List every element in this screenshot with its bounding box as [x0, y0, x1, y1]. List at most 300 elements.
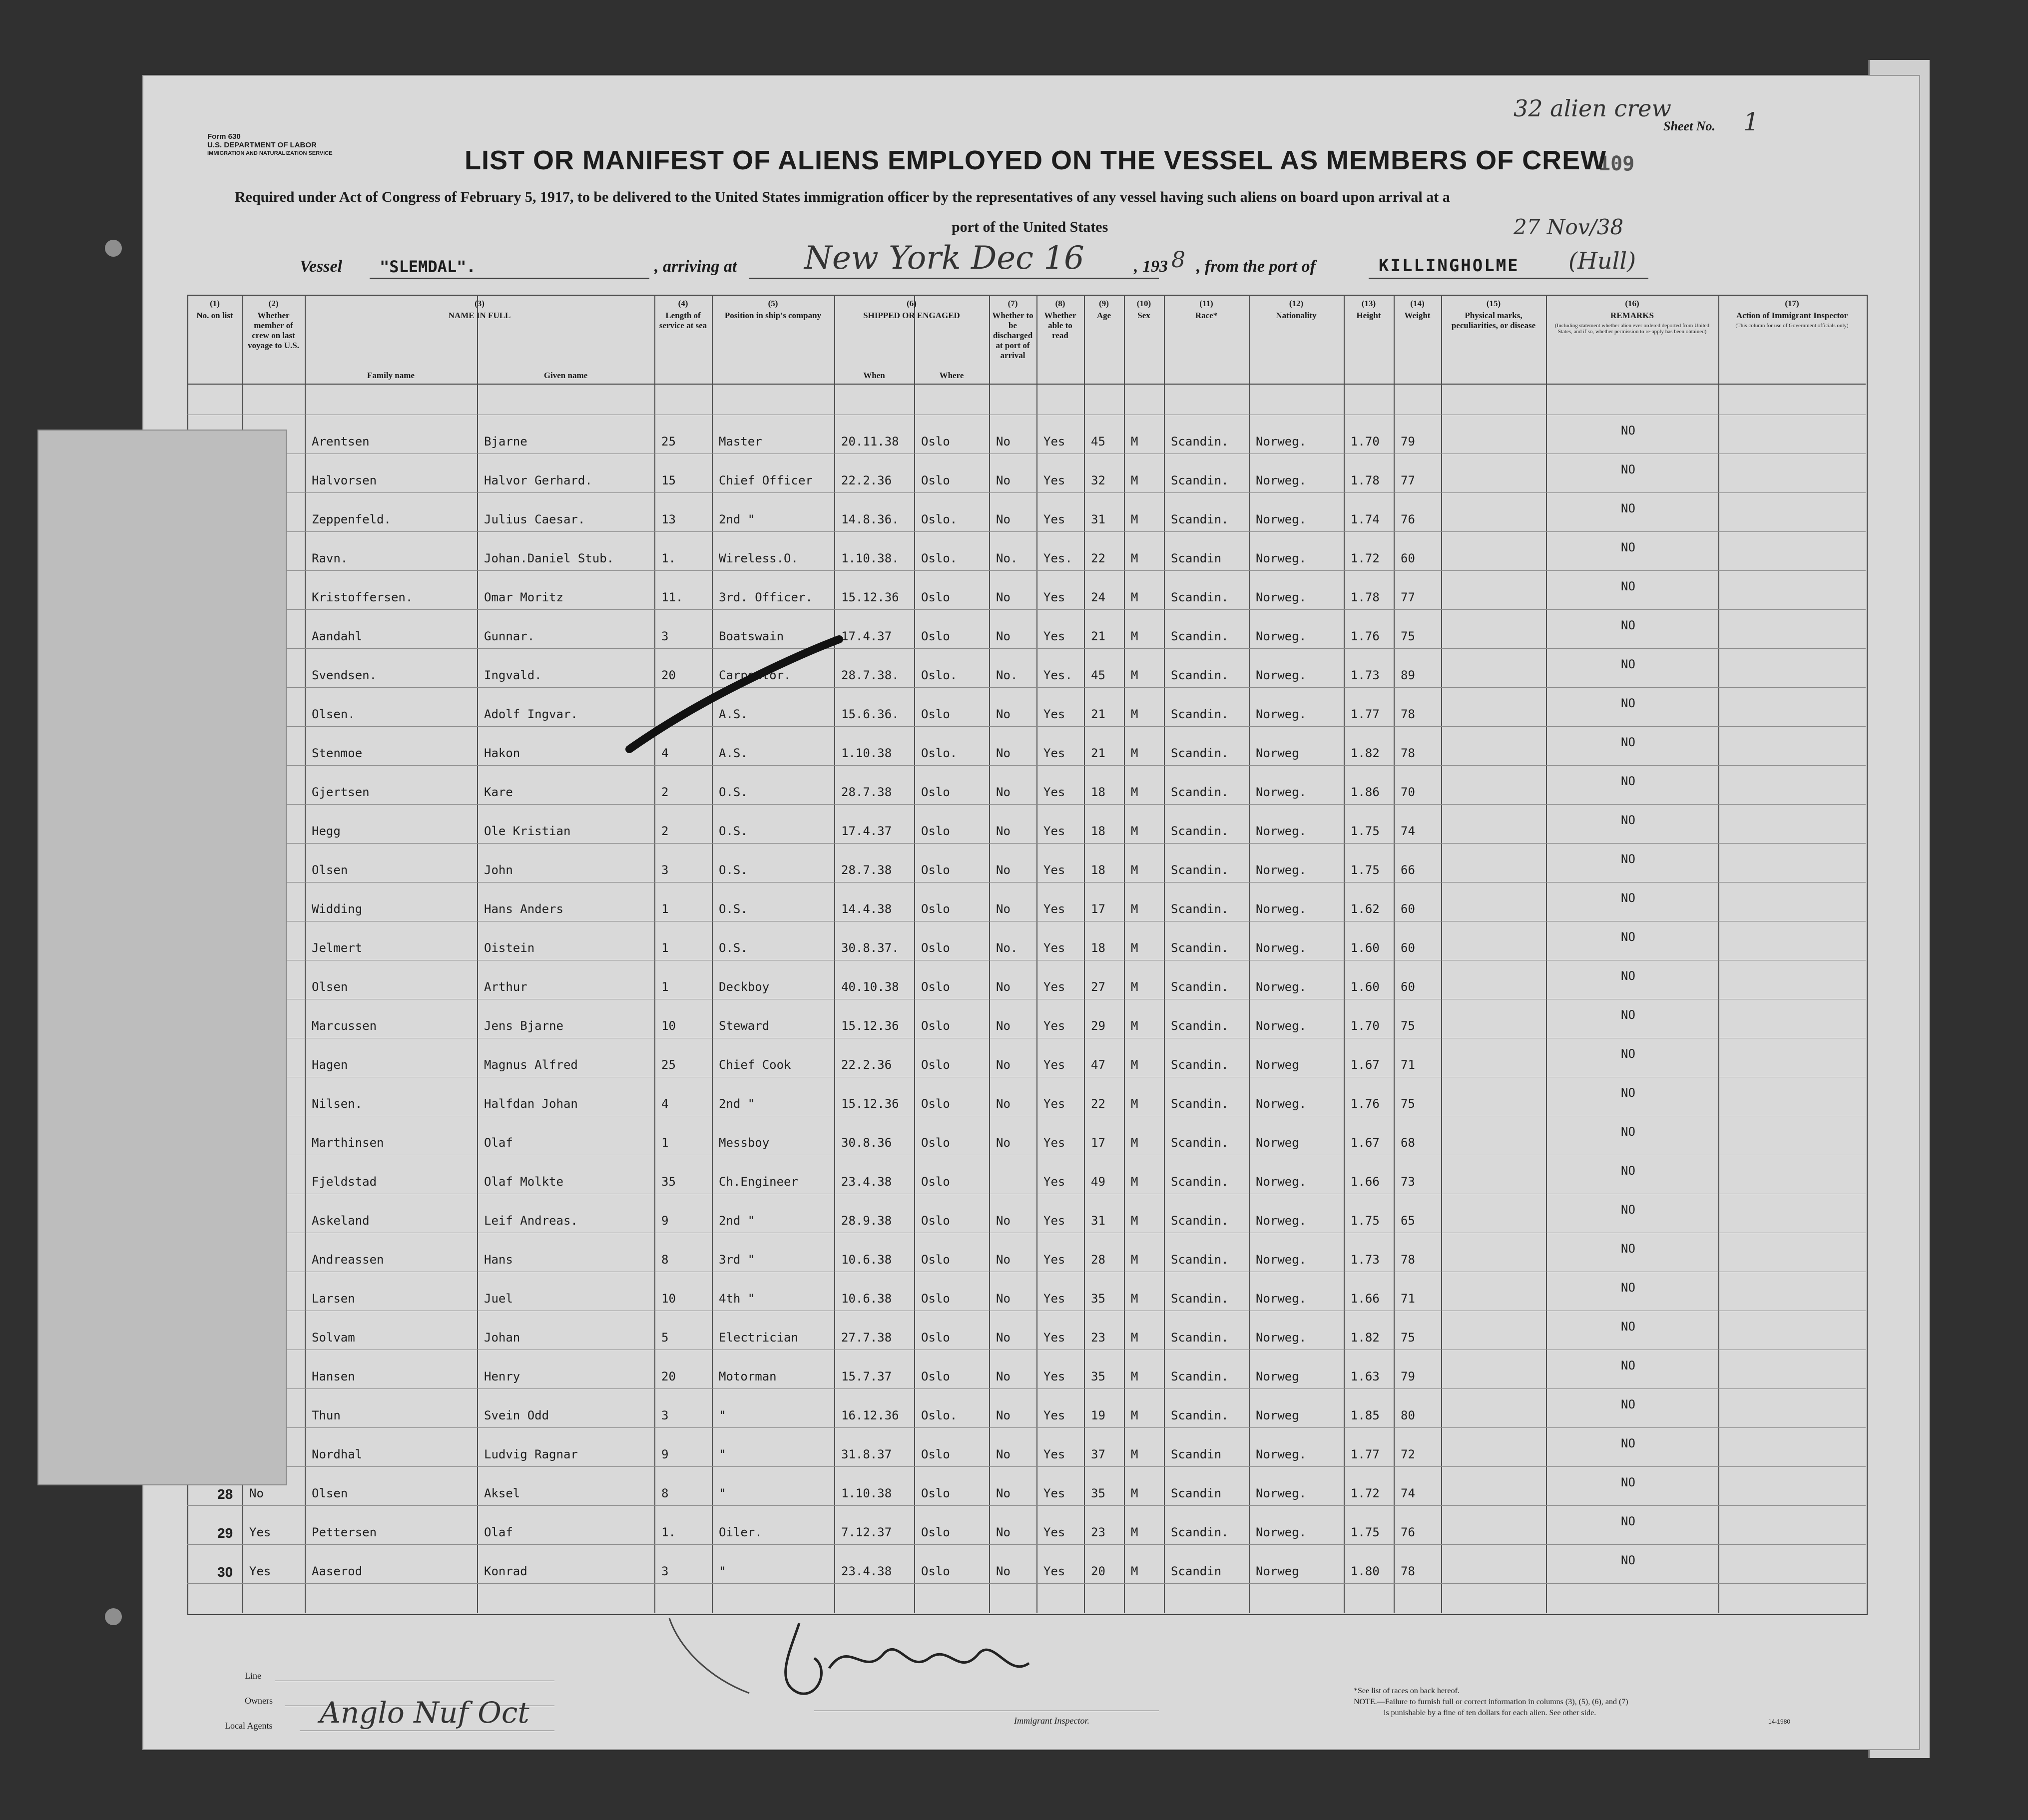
cell-service: 20	[661, 668, 676, 682]
column-header	[654, 299, 712, 333]
column-number: (6)	[907, 299, 917, 308]
cell-weight: 75	[1401, 629, 1415, 643]
cell-position: "	[719, 1408, 726, 1422]
cell-sex: M	[1131, 629, 1138, 643]
cell-height: 1.77	[1351, 707, 1380, 721]
cell-where: Oslo.	[921, 746, 958, 760]
form-header	[207, 132, 333, 158]
cell-height: 1.78	[1351, 473, 1380, 487]
cell-service: 9	[661, 1447, 669, 1461]
cell-given: Leif Andreas.	[484, 1214, 578, 1228]
cell-age: 49	[1091, 1175, 1105, 1189]
cell-when: 28.9.38	[841, 1214, 892, 1228]
ink-stroke	[619, 629, 849, 759]
cell-race: Scandin.	[1171, 980, 1229, 994]
row-rule	[187, 1427, 1866, 1428]
cell-when: 23.4.38	[841, 1175, 892, 1189]
page-stamp: 109	[1598, 152, 1635, 175]
column-label: Action of Immigrant Inspector	[1736, 311, 1848, 320]
cell-read: Yes	[1043, 1058, 1065, 1072]
cell-height: 1.82	[1351, 746, 1380, 760]
cell-discharged: No.	[996, 668, 1018, 682]
arriving-underline	[749, 278, 1159, 279]
cell-nationality: Norweg	[1256, 746, 1299, 760]
cell-when: 28.7.38	[841, 863, 892, 877]
cell-sex: M	[1131, 512, 1138, 526]
cell-remarks: NO	[1621, 1397, 1635, 1411]
cell-weight: 71	[1401, 1292, 1415, 1306]
cell-family: Aaserod	[312, 1564, 363, 1578]
cell-race: Scandin.	[1171, 1058, 1229, 1072]
cell-remarks: NO	[1621, 618, 1635, 632]
cell-weight: 60	[1401, 551, 1415, 565]
cell-service: 4	[661, 746, 669, 760]
cell-discharged: No	[996, 1253, 1011, 1267]
column-subheader: Given name	[543, 371, 588, 380]
cell-given: Juel	[484, 1292, 513, 1306]
subtitle-line-2: port of the United States	[952, 219, 1108, 235]
cell-discharged: No	[996, 902, 1011, 916]
cell-race: Scandin.	[1171, 941, 1229, 955]
cell-nationality: Norweg.	[1256, 902, 1307, 916]
cell-nationality: Norweg.	[1256, 590, 1307, 604]
cell-nationality: Norweg.	[1256, 668, 1307, 682]
cell-remarks: NO	[1621, 891, 1635, 905]
cell-where: Oslo.	[921, 668, 958, 682]
cell-position: O.S.	[719, 941, 748, 955]
cell-sex: M	[1131, 863, 1138, 877]
cell-race: Scandin	[1171, 1447, 1222, 1461]
column-label: Age	[1096, 311, 1111, 320]
cell-given: Olaf	[484, 1525, 513, 1539]
cell-height: 1.60	[1351, 941, 1380, 955]
cell-weight: 68	[1401, 1136, 1415, 1150]
column-number: (2)	[268, 299, 279, 308]
cell-remarks: NO	[1621, 579, 1635, 593]
cell-position: Electrician	[719, 1331, 798, 1345]
cell-race: Scandin.	[1171, 1019, 1229, 1033]
cell-sex: M	[1131, 1175, 1138, 1189]
cell-race: Scandin.	[1171, 707, 1229, 721]
column-label: Height	[1356, 311, 1381, 320]
column-header	[1394, 299, 1441, 323]
cell-height: 1.67	[1351, 1136, 1380, 1150]
cell-remarks: NO	[1621, 1553, 1635, 1567]
cell-race: Scandin.	[1171, 902, 1229, 916]
cell-given: Aksel	[484, 1486, 520, 1500]
cell-discharged: No	[996, 1214, 1011, 1228]
column-header	[1164, 299, 1249, 323]
row-rule	[187, 1583, 1866, 1584]
cell-read: Yes	[1043, 1019, 1065, 1033]
cell-weight: 78	[1401, 707, 1415, 721]
cell-given: Kare	[484, 785, 513, 799]
cell-remarks: NO	[1621, 813, 1635, 827]
cell-nationality: Norweg	[1256, 1564, 1299, 1578]
cell-when: 16.12.36	[841, 1408, 899, 1422]
cell-when: 40.10.38	[841, 980, 899, 994]
cell-age: 17	[1091, 902, 1105, 916]
cell-sex: M	[1131, 1292, 1138, 1306]
print-code: 14-1980	[1768, 1718, 1791, 1725]
cell-given: Halfdan Johan	[484, 1097, 578, 1111]
cell-height: 1.85	[1351, 1408, 1380, 1422]
cell-height: 1.77	[1351, 1447, 1380, 1461]
cell-family: Hagen	[312, 1058, 348, 1072]
cell-race: Scandin	[1171, 551, 1222, 565]
cell-position: A.S.	[719, 707, 748, 721]
column-label: REMARKS	[1610, 311, 1654, 320]
cell-remarks: NO	[1621, 1359, 1635, 1372]
cell-given: Ludvig Ragnar	[484, 1447, 578, 1461]
cell-discharged: No	[996, 863, 1011, 877]
page-title: LIST OR MANIFEST OF ALIENS EMPLOYED ON THE VESSEL AS MEMBERS OF CREW	[465, 145, 1607, 175]
cell-position: O.S.	[719, 785, 748, 799]
cell-race: Scandin.	[1171, 629, 1229, 643]
cell-race: Scandin.	[1171, 1525, 1229, 1539]
cell-when: 10.6.38	[841, 1292, 892, 1306]
cell-sex: M	[1131, 1408, 1138, 1422]
cell-sex: M	[1131, 824, 1138, 838]
cell-discharged: No	[996, 435, 1011, 449]
row-rule	[187, 648, 1866, 649]
cell-age: 22	[1091, 551, 1105, 565]
cell-age: 23	[1091, 1525, 1105, 1539]
cell-position: 3rd "	[719, 1253, 755, 1267]
cell-sex: M	[1131, 902, 1138, 916]
cell-height: 1.80	[1351, 1564, 1380, 1578]
cell-height: 1.76	[1351, 629, 1380, 643]
row-rule	[187, 804, 1866, 805]
cell-read: Yes.	[1043, 551, 1072, 565]
cell-discharged: No	[996, 629, 1011, 643]
cell-race: Scandin.	[1171, 1253, 1229, 1267]
cell-family: Widding	[312, 902, 363, 916]
cell-family: Nilsen.	[312, 1097, 363, 1111]
cell-given: Oistein	[484, 941, 535, 955]
cell-family: Kristoffersen.	[312, 590, 413, 604]
cell-service: 3	[661, 1564, 669, 1578]
cell-discharged: No	[996, 1058, 1011, 1072]
cell-discharged: No	[996, 746, 1011, 760]
cell-race: Scandin.	[1171, 863, 1229, 877]
cell-family: Andreassen	[312, 1253, 384, 1267]
cell-position: Deckboy	[719, 980, 770, 994]
cell-weight: 78	[1401, 1253, 1415, 1267]
cell-position: A.S.	[719, 746, 748, 760]
cell-where: Oslo	[921, 863, 950, 877]
cell-discharged: No	[996, 590, 1011, 604]
cell-given: Bjarne	[484, 435, 527, 449]
cell-remarks: NO	[1621, 930, 1635, 944]
cell-discharged: No	[996, 1369, 1011, 1383]
year-label: , 193	[1134, 257, 1168, 276]
cell-read: Yes	[1043, 746, 1065, 760]
cell-read: Yes	[1043, 863, 1065, 877]
cell-age: 21	[1091, 707, 1105, 721]
cell-nationality: Norweg.	[1256, 785, 1307, 799]
cell-sex: M	[1131, 1019, 1138, 1033]
column-header	[1084, 299, 1124, 323]
column-number: (3)	[475, 299, 485, 308]
cell-discharged: No	[996, 980, 1011, 994]
cell-race: Scandin.	[1171, 824, 1229, 838]
cell-family: Gjertsen	[312, 785, 370, 799]
cell-height: 1.67	[1351, 1058, 1380, 1072]
cell-where: Oslo	[921, 435, 950, 449]
inspector-label: Immigrant Inspector.	[1014, 1716, 1089, 1726]
vessel-label: Vessel	[300, 257, 342, 276]
cell-read: Yes.	[1043, 668, 1072, 682]
cell-height: 1.82	[1351, 1331, 1380, 1345]
cell-position: "	[719, 1486, 726, 1500]
subtitle-line-1: Required under Act of Congress of February 5, 1917, to be delivered to the United States immigration officer by the representatives of any vessel having such aliens on board upon arrival at a	[235, 189, 1450, 205]
cell-weight: 73	[1401, 1175, 1415, 1189]
cell-read: Yes	[1043, 590, 1065, 604]
cell-when: 28.7.38.	[841, 668, 899, 682]
cell-position: Messboy	[719, 1136, 770, 1150]
cell-when: 27.7.38	[841, 1331, 892, 1345]
cell-read: Yes	[1043, 1486, 1065, 1500]
arriving-label: , arriving at	[654, 257, 737, 276]
row-rule	[187, 843, 1866, 844]
column-subheader: Where	[939, 371, 964, 380]
cell-given: Ole Kristian	[484, 824, 571, 838]
column-number: (9)	[1099, 299, 1109, 308]
row-rule	[187, 765, 1866, 766]
cell-family: Zeppenfeld.	[312, 512, 391, 526]
cell-when: 15.7.37	[841, 1369, 892, 1383]
cell-family: Stenmoe	[312, 746, 363, 760]
cell-read: Yes	[1043, 1331, 1065, 1345]
cell-height: 1.75	[1351, 824, 1380, 838]
column-subheader: Family name	[367, 371, 415, 380]
cell-position: 2nd "	[719, 512, 755, 526]
cell-position: Master	[719, 435, 762, 449]
cell-discharged: No	[996, 1097, 1011, 1111]
cell-where: Oslo	[921, 473, 950, 487]
cell-race: Scandin.	[1171, 1369, 1229, 1383]
cell-where: Oslo	[921, 1058, 950, 1072]
cell-when: 14.8.36.	[841, 512, 899, 526]
cell-when: 31.8.37	[841, 1447, 892, 1461]
cell-position: Ch.Engineer	[719, 1175, 798, 1189]
cell-when: 30.8.36	[841, 1136, 892, 1150]
cell-position: Boatswain	[719, 629, 784, 643]
cell-age: 19	[1091, 1408, 1105, 1422]
cell-read: Yes	[1043, 941, 1065, 955]
column-label: Position in ship's company	[724, 311, 822, 320]
cell-age: 31	[1091, 1214, 1105, 1228]
cell-given: Hans Anders	[484, 902, 563, 916]
column-label: Weight	[1404, 311, 1431, 320]
vessel-underline	[370, 278, 649, 279]
cell-family: Pettersen	[312, 1525, 377, 1539]
cell-given: Omar Moritz	[484, 590, 563, 604]
service-name: IMMIGRATION AND NATURALIZATION SERVICE	[207, 150, 333, 156]
cell-family: Arentsen	[312, 435, 370, 449]
cell-race: Scandin.	[1171, 1175, 1229, 1189]
cell-nationality: Norweg.	[1256, 1331, 1307, 1345]
binder-hole	[105, 240, 122, 257]
cell-remarks: NO	[1621, 1281, 1635, 1295]
cell-discharged: No	[996, 1136, 1011, 1150]
cell-race: Scandin.	[1171, 1331, 1229, 1345]
cell-remarks: NO	[1621, 1320, 1635, 1334]
cell-given: Henry	[484, 1369, 520, 1383]
sheet-number: 1	[1743, 107, 1759, 136]
cell-family: Aandahl	[312, 629, 363, 643]
cell-family: Thun	[312, 1408, 341, 1422]
cell-position: Chief Officer	[719, 473, 813, 487]
cell-sex: M	[1131, 473, 1138, 487]
column-note: (This column for use of Government officials only)	[1735, 323, 1849, 329]
cell-weight: 74	[1401, 1486, 1415, 1500]
cell-height: 1.75	[1351, 1525, 1380, 1539]
cell-age: 28	[1091, 1253, 1105, 1267]
cell-read: Yes	[1043, 1292, 1065, 1306]
cell-nationality: Norweg	[1256, 1058, 1299, 1072]
cell-age: 17	[1091, 1136, 1105, 1150]
cell-read: Yes	[1043, 785, 1065, 799]
column-label: Sex	[1137, 311, 1150, 320]
cell-weight: 74	[1401, 824, 1415, 838]
cell-where: Oslo	[921, 707, 950, 721]
cell-given: Svein Odd	[484, 1408, 549, 1422]
cell-age: 37	[1091, 1447, 1105, 1461]
cell-when: 1.10.38	[841, 746, 892, 760]
cell-nationality: Norweg	[1256, 1408, 1299, 1422]
cell-remarks: NO	[1621, 424, 1635, 438]
cell-given: Adolf Ingvar.	[484, 707, 578, 721]
column-header	[1124, 299, 1164, 323]
cell-sex: M	[1131, 1369, 1138, 1383]
cell-position: "	[719, 1447, 726, 1461]
cell-where: Oslo	[921, 1136, 950, 1150]
cell-read: Yes	[1043, 629, 1065, 643]
cell-position: Steward	[719, 1019, 770, 1033]
cell-read: Yes	[1043, 1447, 1065, 1461]
column-label: Nationality	[1276, 311, 1317, 320]
cell-weight: 80	[1401, 1408, 1415, 1422]
cell-height: 1.78	[1351, 590, 1380, 604]
cell-read: Yes	[1043, 435, 1065, 449]
cell-family: Solvam	[312, 1331, 355, 1345]
cell-race: Scandin.	[1171, 1292, 1229, 1306]
cell-position: O.S.	[719, 824, 748, 838]
row-rule	[187, 687, 1866, 688]
cell-height: 1.63	[1351, 1369, 1380, 1383]
column-header	[1036, 299, 1084, 343]
column-number: (4)	[678, 299, 688, 308]
cell-nationality: Norweg.	[1256, 1486, 1307, 1500]
cell-nationality: Norweg.	[1256, 551, 1307, 565]
cell-when: 10.6.38	[841, 1253, 892, 1267]
cell-given: Arthur	[484, 980, 527, 994]
cell-read: Yes	[1043, 1214, 1065, 1228]
cell-read: Yes	[1043, 1097, 1065, 1111]
cell-age: 47	[1091, 1058, 1105, 1072]
row-rule	[187, 570, 1866, 571]
cell-sex: M	[1131, 435, 1138, 449]
cell-age: 35	[1091, 1369, 1105, 1383]
cell-where: Oslo	[921, 1369, 950, 1383]
cell-nationality: Norweg.	[1256, 1175, 1307, 1189]
cell-height: 1.72	[1351, 551, 1380, 565]
cell-age: 18	[1091, 863, 1105, 877]
cell-read: Yes	[1043, 1408, 1065, 1422]
cell-when: 1.10.38.	[841, 551, 899, 565]
cell-sex: M	[1131, 1525, 1138, 1539]
footnote-races: *See list of races on back hereof.	[1354, 1687, 1460, 1695]
cell-given: Konrad	[484, 1564, 527, 1578]
cell-sex: M	[1131, 1253, 1138, 1267]
binder-hole	[105, 1608, 122, 1625]
cell-read: Yes	[1043, 902, 1065, 916]
cell-where: Oslo	[921, 1097, 950, 1111]
cell-race: Scandin.	[1171, 590, 1229, 604]
cell-weight: 66	[1401, 863, 1415, 877]
column-header	[1718, 299, 1866, 329]
cell-discharged: No	[996, 1486, 1011, 1500]
cell-weight: 77	[1401, 590, 1415, 604]
cell-position: Carpentor.	[719, 668, 791, 682]
column-label: SHIPPED OR ENGAGED	[863, 311, 960, 320]
cell-service: 1	[661, 980, 669, 994]
cell-where: Oslo	[921, 1447, 950, 1461]
footnote-penalty-cont: is punishable by a fine of ten dollars for each alien. See other side.	[1384, 1709, 1596, 1717]
cell-weight: 78	[1401, 746, 1415, 760]
cell-nationality: Norweg.	[1256, 707, 1307, 721]
cell-when: 14.4.38	[841, 902, 892, 916]
owners-label: Owners	[245, 1696, 273, 1706]
cell-family: Askeland	[312, 1214, 370, 1228]
cell-age: 27	[1091, 980, 1105, 994]
cell-service: 35	[661, 1175, 676, 1189]
cell-position: 2nd "	[719, 1214, 755, 1228]
cell-position: "	[719, 1564, 726, 1578]
cell-service: 8	[661, 1253, 669, 1267]
cell-weight: 76	[1401, 512, 1415, 526]
cell-height: 1.73	[1351, 1253, 1380, 1267]
cell-height: 1.76	[1351, 1097, 1380, 1111]
cell-weight: 70	[1401, 785, 1415, 799]
cell-read: Yes	[1043, 1369, 1065, 1383]
cell-service: 25	[661, 1058, 676, 1072]
cell-remarks: NO	[1621, 1125, 1635, 1139]
cell-family: Fjeldstad	[312, 1175, 377, 1189]
cell-race: Scandin.	[1171, 785, 1229, 799]
column-header	[1344, 299, 1394, 323]
cell-when: 17.4.37	[841, 629, 892, 643]
cell-given: Magnus Alfred	[484, 1058, 578, 1072]
cell-sex: M	[1131, 1447, 1138, 1461]
vessel-name: "SLEMDAL".	[380, 257, 476, 276]
cell-weight: 89	[1401, 668, 1415, 682]
department-name: U.S. DEPARTMENT OF LABOR	[207, 141, 317, 149]
cell-position: 2nd "	[719, 1097, 755, 1111]
cell-remarks: NO	[1621, 1164, 1635, 1178]
column-header	[1546, 299, 1718, 335]
cell-service: 20	[661, 1369, 676, 1383]
cell-race: Scandin	[1171, 1486, 1222, 1500]
cell-service: 13	[661, 512, 676, 526]
cell-given: Hans	[484, 1253, 513, 1267]
column-label: Race*	[1195, 311, 1218, 320]
column-number: (8)	[1055, 299, 1065, 308]
cell-read: Yes	[1043, 824, 1065, 838]
cell-family: Halvorsen	[312, 473, 377, 487]
